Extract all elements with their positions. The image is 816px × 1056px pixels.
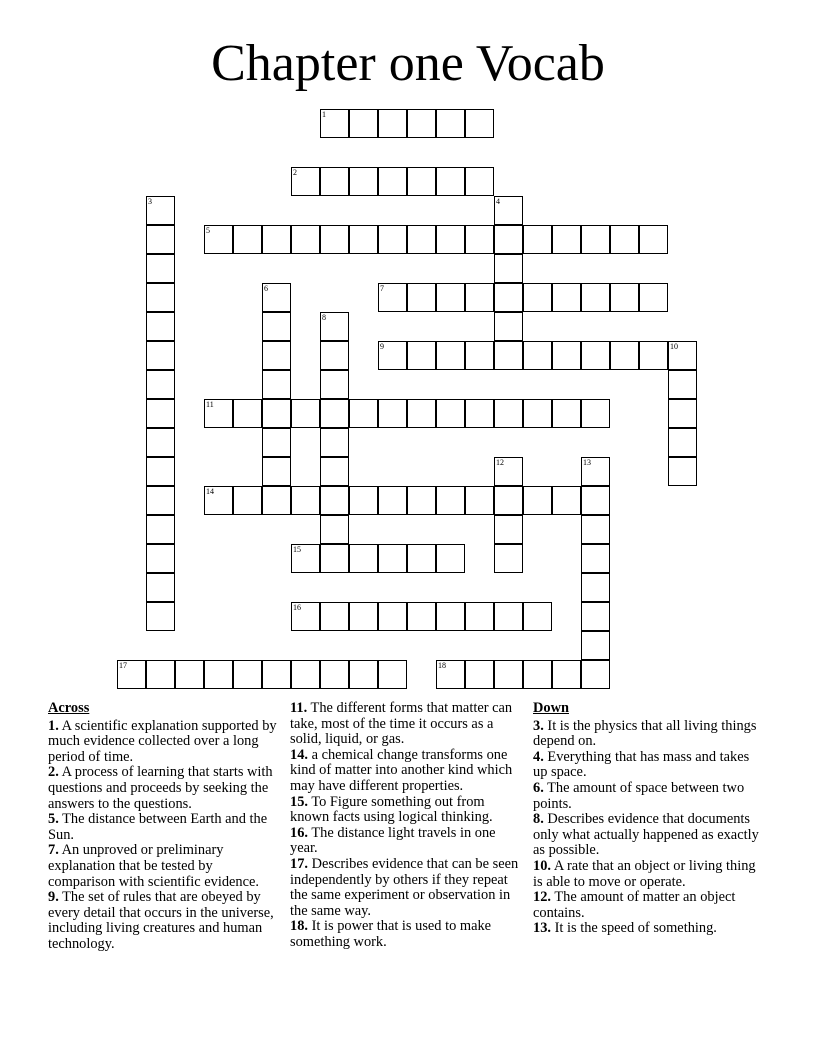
clue-number: 2: [293, 168, 297, 177]
clue-number-label: 8.: [533, 811, 544, 828]
clue-number: 10: [670, 342, 678, 351]
clue-item: [533, 719, 765, 750]
grid-cell[interactable]: [552, 341, 581, 370]
clue-number-label: 10.: [533, 857, 551, 874]
clue-number-label: 9.: [48, 889, 59, 906]
grid-cell[interactable]: [378, 283, 407, 312]
grid-cell[interactable]: [320, 544, 349, 573]
grid-cell[interactable]: [146, 486, 175, 515]
grid-cell[interactable]: [233, 225, 262, 254]
grid-cell[interactable]: [349, 486, 378, 515]
clue-number-label: 12.: [533, 889, 551, 906]
grid-cell[interactable]: [117, 660, 146, 689]
clue-text: It is the physics that all living things depend on.: [533, 717, 757, 750]
grid-cell[interactable]: [494, 544, 523, 573]
grid-cell[interactable]: [349, 167, 378, 196]
grid-cell[interactable]: [523, 486, 552, 515]
grid-cell[interactable]: [407, 225, 436, 254]
clue-text: It is power that is used to make something work.: [290, 918, 492, 950]
grid-cell[interactable]: [436, 225, 465, 254]
grid-cell[interactable]: [378, 660, 407, 689]
grid-cell[interactable]: [262, 399, 291, 428]
clue-number-label: 16.: [290, 824, 308, 841]
grid-cell[interactable]: [262, 312, 291, 341]
grid-cell[interactable]: [204, 660, 233, 689]
grid-cell[interactable]: [146, 196, 175, 225]
grid-cell[interactable]: [494, 515, 523, 544]
grid-cell[interactable]: [581, 631, 610, 660]
grid-cell[interactable]: [291, 602, 320, 631]
grid-cell[interactable]: [436, 341, 465, 370]
clue-number: 3: [148, 197, 152, 206]
grid-cell[interactable]: [494, 196, 523, 225]
grid-cell[interactable]: [407, 399, 436, 428]
clue-item: [290, 919, 526, 950]
grid-cell[interactable]: [262, 457, 291, 486]
grid-cell[interactable]: [581, 457, 610, 486]
grid-cell[interactable]: [581, 573, 610, 602]
grid-cell[interactable]: [204, 399, 233, 428]
grid-cell[interactable]: [146, 312, 175, 341]
clue-text: The amount of space between two points.: [533, 779, 745, 812]
clue-number: 9: [380, 342, 384, 351]
clue-text: a chemical change transforms one kind of matter into another kind which may have different properties.: [290, 746, 513, 794]
grid-cell[interactable]: [146, 544, 175, 573]
grid-cell[interactable]: [378, 167, 407, 196]
clue-number: 17: [119, 661, 127, 670]
grid-cell[interactable]: [436, 109, 465, 138]
clue-text: The amount of matter an object contains.: [533, 889, 736, 921]
grid-cell[interactable]: [436, 399, 465, 428]
grid-cell[interactable]: [610, 283, 639, 312]
clue-number: 16: [293, 603, 301, 612]
clue-item: [290, 795, 526, 826]
grid-cell[interactable]: [523, 660, 552, 689]
grid-cell[interactable]: [436, 486, 465, 515]
clue-item: [48, 812, 280, 843]
grid-cell[interactable]: [494, 341, 523, 370]
clue-number-label: 13.: [533, 920, 551, 937]
grid-cell[interactable]: [320, 399, 349, 428]
clue-number: 4: [496, 197, 500, 206]
clue-text: A scientific explanation supported by much evidence collected over a long period of time.: [48, 717, 277, 765]
grid-cell[interactable]: [581, 602, 610, 631]
clue-number-label: 17.: [290, 855, 308, 872]
grid-cell[interactable]: [262, 428, 291, 457]
clue-number: 5: [206, 226, 210, 235]
grid-cell[interactable]: [465, 167, 494, 196]
clue-number-label: 7.: [48, 842, 59, 859]
grid-cell[interactable]: [146, 399, 175, 428]
grid-cell[interactable]: [523, 225, 552, 254]
clue-number: 11: [206, 400, 214, 409]
grid-cell[interactable]: [349, 602, 378, 631]
grid-cell[interactable]: [436, 660, 465, 689]
grid-cell[interactable]: [494, 660, 523, 689]
clue-text: An unproved or preliminary explanation that be tested by comparison with scientific evidence.: [48, 842, 259, 890]
clue-number: 7: [380, 284, 384, 293]
clue-item: [533, 750, 765, 781]
grid-cell[interactable]: [494, 283, 523, 312]
clue-item: [290, 748, 526, 795]
grid-cell[interactable]: [233, 486, 262, 515]
grid-cell[interactable]: [523, 341, 552, 370]
grid-cell[interactable]: [262, 283, 291, 312]
grid-cell[interactable]: [146, 602, 175, 631]
grid-cell[interactable]: [320, 602, 349, 631]
across-clues-continued: [290, 701, 526, 951]
grid-cell[interactable]: [581, 486, 610, 515]
clue-text: Describes evidence that documents only what actually happened as exactly as possible.: [533, 811, 759, 859]
grid-cell[interactable]: [639, 225, 668, 254]
grid-cell[interactable]: [407, 341, 436, 370]
clue-text: Everything that has mass and takes up space.: [533, 748, 750, 781]
clue-number-label: 2.: [48, 764, 59, 781]
clue-number-label: 18.: [290, 918, 308, 935]
grid-cell[interactable]: [494, 399, 523, 428]
grid-cell[interactable]: [668, 341, 697, 370]
grid-cell[interactable]: [436, 283, 465, 312]
grid-cell[interactable]: [465, 399, 494, 428]
grid-cell[interactable]: [378, 544, 407, 573]
grid-cell[interactable]: [407, 486, 436, 515]
grid-cell[interactable]: [262, 225, 291, 254]
grid-cell[interactable]: [233, 660, 262, 689]
grid-cell[interactable]: [320, 428, 349, 457]
grid-cell[interactable]: [407, 167, 436, 196]
grid-cell[interactable]: [320, 312, 349, 341]
clue-text: It is the speed of something.: [554, 920, 717, 937]
grid-cell[interactable]: [233, 399, 262, 428]
grid-cell[interactable]: [552, 283, 581, 312]
grid-cell[interactable]: [436, 544, 465, 573]
grid-cell[interactable]: [204, 486, 233, 515]
grid-cell[interactable]: [146, 573, 175, 602]
grid-cell[interactable]: [320, 660, 349, 689]
clue-item: [290, 857, 526, 919]
clue-number-label: 15.: [290, 793, 308, 810]
clue-item: [290, 701, 526, 748]
grid-cell[interactable]: [494, 457, 523, 486]
clue-item: [48, 719, 280, 766]
clue-number-label: 6.: [533, 779, 544, 796]
grid-cell[interactable]: [581, 283, 610, 312]
clue-item: [533, 921, 765, 937]
clue-item: [533, 812, 765, 859]
grid-cell[interactable]: [320, 225, 349, 254]
grid-cell[interactable]: [668, 428, 697, 457]
clue-item: [290, 826, 526, 857]
grid-cell[interactable]: [552, 399, 581, 428]
clue-number: 12: [496, 458, 504, 467]
clue-text: To Figure something out from known facts using logical thinking.: [290, 793, 493, 826]
grid-cell[interactable]: [436, 602, 465, 631]
grid-cell[interactable]: [291, 225, 320, 254]
grid-cell[interactable]: [581, 341, 610, 370]
grid-cell[interactable]: [320, 486, 349, 515]
clue-text: The set of rules that are obeyed by every detail that occurs in the universe, including living creatures and human technology.: [48, 889, 274, 952]
grid-cell[interactable]: [494, 312, 523, 341]
grid-cell[interactable]: [378, 486, 407, 515]
grid-cell[interactable]: [146, 370, 175, 399]
grid-cell[interactable]: [378, 602, 407, 631]
grid-cell[interactable]: [407, 283, 436, 312]
grid-cell[interactable]: [581, 544, 610, 573]
grid-cell[interactable]: [610, 341, 639, 370]
grid-cell[interactable]: [378, 341, 407, 370]
across-clues: [48, 701, 280, 953]
grid-cell[interactable]: [552, 225, 581, 254]
grid-cell[interactable]: [407, 602, 436, 631]
clue-number-label: 3.: [533, 717, 544, 734]
grid-cell[interactable]: [465, 602, 494, 631]
grid-cell[interactable]: [146, 225, 175, 254]
grid-cell[interactable]: [523, 283, 552, 312]
grid-cell[interactable]: [175, 660, 204, 689]
grid-cell[interactable]: [668, 399, 697, 428]
grid-cell[interactable]: [436, 167, 465, 196]
down-heading: Down: [533, 700, 569, 716]
clue-item: [48, 890, 280, 952]
clue-number: 13: [583, 458, 591, 467]
grid-cell[interactable]: [378, 225, 407, 254]
clue-text: A process of learning that starts with questions and proceeds by seeking the answers to the questions.: [48, 764, 273, 812]
grid-cell[interactable]: [465, 341, 494, 370]
clue-number-label: 5.: [48, 811, 59, 828]
grid-cell[interactable]: [146, 283, 175, 312]
grid-cell[interactable]: [378, 109, 407, 138]
grid-cell[interactable]: [349, 660, 378, 689]
grid-cell[interactable]: [291, 486, 320, 515]
clue-item: [533, 859, 765, 890]
grid-cell[interactable]: [552, 660, 581, 689]
grid-cell[interactable]: [146, 254, 175, 283]
clue-text: The distance light travels in one year.: [290, 824, 496, 857]
grid-cell[interactable]: [320, 167, 349, 196]
grid-cell[interactable]: [494, 225, 523, 254]
grid-cell[interactable]: [523, 602, 552, 631]
clue-text: The different forms that matter can take, most of the time it occurs as a solid, liquid, or gas.: [290, 700, 513, 748]
grid-cell[interactable]: [320, 515, 349, 544]
grid-cell[interactable]: [465, 486, 494, 515]
grid-cell[interactable]: [581, 399, 610, 428]
across-heading: Across: [48, 700, 90, 716]
clue-number-label: 4.: [533, 748, 544, 765]
grid-cell[interactable]: [262, 486, 291, 515]
grid-cell[interactable]: [610, 225, 639, 254]
clue-number: 15: [293, 545, 301, 554]
grid-cell[interactable]: [465, 660, 494, 689]
grid-cell[interactable]: [291, 660, 320, 689]
clue-number-label: 14.: [290, 746, 308, 763]
grid-cell[interactable]: [407, 109, 436, 138]
grid-cell[interactable]: [581, 515, 610, 544]
clue-text: Describes evidence that can be seen independently by others if they repeat the same experiment or observation in the same way.: [290, 855, 519, 919]
grid-cell[interactable]: [349, 109, 378, 138]
clue-item: [533, 890, 765, 921]
grid-cell[interactable]: [668, 457, 697, 486]
grid-cell[interactable]: [204, 225, 233, 254]
clue-number: 1: [322, 110, 326, 119]
grid-cell[interactable]: [668, 370, 697, 399]
grid-cell[interactable]: [320, 370, 349, 399]
grid-cell[interactable]: [320, 109, 349, 138]
clue-item: [48, 765, 280, 812]
clue-number: 6: [264, 284, 268, 293]
grid-cell[interactable]: [581, 660, 610, 689]
grid-cell[interactable]: [581, 225, 610, 254]
grid-cell[interactable]: [378, 399, 407, 428]
clue-item: [533, 781, 765, 812]
grid-cell[interactable]: [552, 486, 581, 515]
grid-cell[interactable]: [291, 544, 320, 573]
grid-cell[interactable]: [146, 457, 175, 486]
grid-cell[interactable]: [291, 167, 320, 196]
grid-cell[interactable]: [349, 399, 378, 428]
grid-cell[interactable]: [291, 399, 320, 428]
grid-cell[interactable]: [465, 283, 494, 312]
grid-cell[interactable]: [349, 225, 378, 254]
grid-cell[interactable]: [349, 544, 378, 573]
clue-number-label: 11.: [290, 700, 308, 716]
down-clues: [533, 701, 765, 937]
grid-cell[interactable]: [407, 544, 436, 573]
grid-cell[interactable]: [639, 341, 668, 370]
grid-cell[interactable]: [320, 341, 349, 370]
grid-cell[interactable]: [523, 399, 552, 428]
clue-item: [48, 843, 280, 890]
grid-cell[interactable]: [146, 428, 175, 457]
clue-text: A rate that an object or living thing is able to move or operate.: [533, 857, 756, 890]
grid-cell[interactable]: [262, 370, 291, 399]
grid-cell[interactable]: [262, 660, 291, 689]
grid-cell[interactable]: [639, 283, 668, 312]
clue-number: 8: [322, 313, 326, 322]
page-title: Chapter one Vocab: [211, 35, 605, 92]
clue-text: The distance between Earth and the Sun.: [48, 811, 268, 843]
grid-cell[interactable]: [262, 341, 291, 370]
clue-number: 14: [206, 487, 214, 496]
grid-cell[interactable]: [146, 341, 175, 370]
grid-cell[interactable]: [465, 225, 494, 254]
grid-cell[interactable]: [146, 515, 175, 544]
clue-number-label: 1.: [48, 717, 59, 734]
grid-cell[interactable]: [465, 109, 494, 138]
grid-cell[interactable]: [494, 602, 523, 631]
grid-cell[interactable]: [494, 254, 523, 283]
grid-cell[interactable]: [320, 457, 349, 486]
grid-cell[interactable]: [494, 486, 523, 515]
grid-cell[interactable]: [146, 660, 175, 689]
clue-number: 18: [438, 661, 446, 670]
